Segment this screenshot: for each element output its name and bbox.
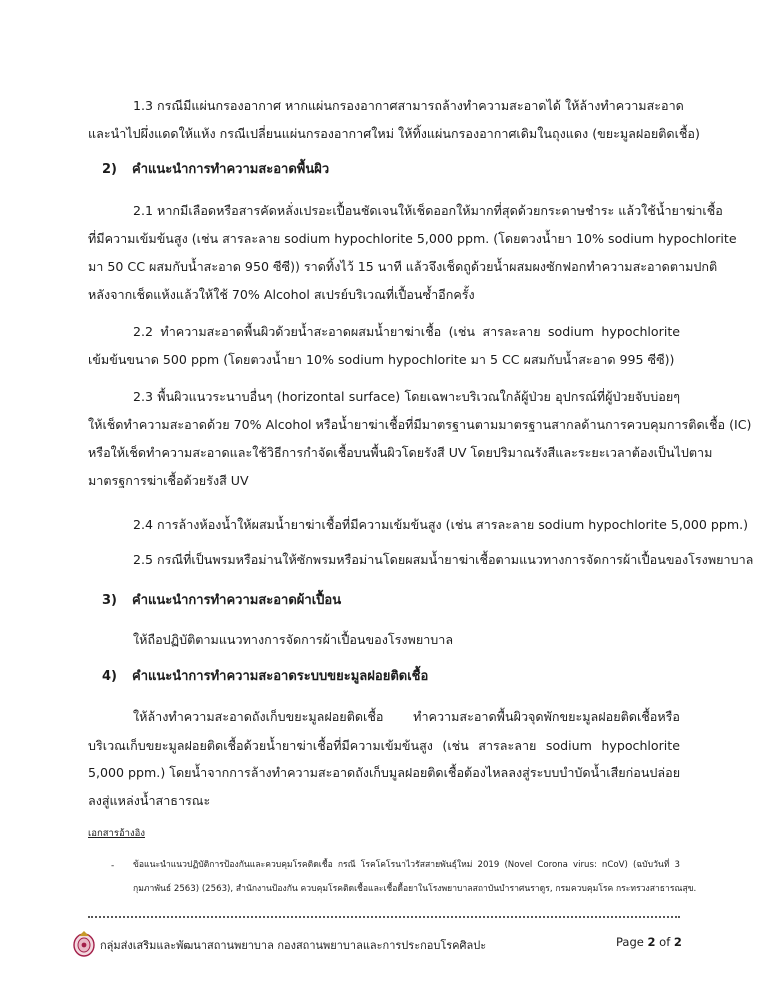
page-total: 2	[673, 935, 682, 949]
para-3: ให้ถือปฏิบัติตามแนวทางการจัดการผ้าเปื้อนของโรงพยาบาล	[133, 632, 454, 647]
heading-number: 3)	[102, 593, 117, 608]
para-2-1-line3: มา 50 CC ผสมกับน้ำสะอาด 950 ซีซี)) ราดทิ้งไว้ 15 นาที แล้วจึงเช็ดถูด้วยน้ำผสมผงซักฟอกทำความสะอาดตามปกติ	[88, 259, 718, 274]
para-4-line1: ให้ล้างทำความสะอาดถังเก็บขยะมูลฝอยติดเชื้อ ทำความสะอาดพื้นผิวจุดพักขยะมูลฝอยติดเชื้อหรือ	[133, 709, 680, 724]
para-4-line4: ลงสู่แหล่งน้ำสาธารณะ	[88, 793, 211, 808]
heading-linen-cleaning	[102, 591, 341, 611]
heading-text: คำแนะนำการทำความสะอาดระบบขยะมูลฝอยติดเชื้อ	[132, 669, 429, 684]
para-2-1-line4: หลังจากเช็ดแห้งแล้วให้ใช้ 70% Alcohol สเปรย์บริเวณที่เปื้อนซ้ำอีกครั้ง	[88, 287, 475, 302]
para-4-line2: บริเวณเก็บขยะมูลฝอยติดเชื้อด้วยน้ำยาฆ่าเชื้อที่มีความเข้มข้นสูง (เช่น สารละลาย sodium hypochlorite	[88, 738, 680, 753]
page-label: Page	[616, 935, 644, 949]
department-seal-icon	[72, 930, 96, 958]
para-2-3-line2: ให้เช็ดทำความสะอาดด้วย 70% Alcohol หรือน้ำยาฆ่าเชื้อที่มีมาตรฐานตามมาตรฐานสากลด้านการควบคุมการติดเชื้อ (IC)	[88, 417, 752, 432]
heading-waste-cleaning	[102, 667, 428, 687]
heading-number: 2)	[102, 162, 117, 177]
heading-number: 4)	[102, 669, 117, 684]
para-1-3-line2: และนำไปผึ่งแดดให้แห้ง กรณีเปลี่ยนแผ่นกรองอากาศใหม่ ให้ทิ้งแผ่นกรองอากาศเดิมในถุงแดง (ขยะมูลฝอยติดเชื้อ)	[88, 126, 700, 141]
para-2-5: 2.5 กรณีที่เป็นพรมหรือม่านให้ซักพรมหรือม่านโดยผสมน้ำยาฆ่าเชื้อตามแนวทางการจัดการผ้าเปื้อนของโรงพยาบาล	[133, 552, 754, 567]
para-2-3-line1: 2.3 พื้นผิวแนวระนาบอื่นๆ (horizontal surface) โดยเฉพาะบริเวณใกล้ผู้ป่วย อุปกรณ์ที่ผู้ป่วยจับบ่อยๆ	[133, 389, 680, 404]
reference-bullet: -	[111, 861, 115, 871]
para-1-3-line1: 1.3 กรณีมีแผ่นกรองอากาศ หากแผ่นกรองอากาศสามารถล้างทำความสะอาดได้ ให้ล้างทำความสะอาด	[133, 98, 684, 113]
para-2-2-line1: 2.2 ทำความสะอาดพื้นผิวด้วยน้ำสะอาดผสมน้ำยาฆ่าเชื้อ (เช่น สารละลาย sodium hypochlorite	[133, 324, 680, 339]
para-2-2-line2: เข้มข้นขนาด 500 ppm (โดยตวงน้ำยา 10% sodium hypochlorite มา 5 CC ผสมกับน้ำสะอาด 995 ซีซี))	[88, 352, 675, 367]
para-2-3-line4: มาตรฐการฆ่าเชื้อด้วยรังสี UV	[88, 473, 249, 488]
page-number: 2	[647, 935, 656, 949]
heading-text: คำแนะนำการทำความสะอาดผ้าเปื้อน	[132, 593, 342, 608]
heading-text: คำแนะนำการทำความสะอาดพื้นผิว	[132, 162, 330, 177]
references-title: เอกสารอ้างอิง	[88, 828, 145, 839]
heading-surface-cleaning	[102, 160, 329, 180]
page-of: of	[659, 935, 671, 949]
para-4-line3: 5,000 ppm.) โดยน้ำจากการล้างทำความสะอาดถังเก็บมูลฝอยติดเชื้อต้องไหลลงสู่ระบบบำบัดน้ำเสียก่อนปล่อย	[88, 765, 681, 780]
footer-organization: กลุ่มส่งเสริมและพัฒนาสถานพยาบาล กองสถานพยาบาลและการประกอบโรคศิลปะ	[100, 939, 487, 952]
reference-line1: ข้อแนะนำแนวปฏิบัติการป้องกันและควบคุมโรคติดเชื้อ กรณี โรคโคโรนาไวรัสสายพันธุ์ใหม่ 2019 (Novel Corona virus: nCoV) (ฉบับวันที่ 3	[133, 860, 680, 870]
reference-line2: กุมภาพันธ์ 2563) (2563), สำนักงานป้องกัน ควบคุมโรคติดเชื้อและเชื้อดื้อยาในโรงพยาบาลสถาบันบำราศนราดูร, กรมควบคุมโรค กระทรวงสาธารณสุข.	[133, 884, 697, 894]
footer-divider	[88, 916, 680, 922]
para-2-4: 2.4 การล้างห้องน้ำให้ผสมน้ำยาฆ่าเชื้อที่มีความเข้มข้นสูง (เช่น สารละลาย sodium hypochlorite 5,000 ppm.)	[133, 517, 749, 532]
para-2-3-line3: หรือให้เช็ดทำความสะอาดและใช้วิธีการกำจัดเชื้อบนพื้นผิวโดยรังสี UV โดยปริมาณรังสีและระยะเวลาต้องเป็นไปตาม	[88, 445, 713, 460]
para-2-1-line1: 2.1 หากมีเลือดหรือสารคัดหลั่งเปรอะเปื้อนชัดเจนให้เช็ดออกให้มากที่สุดด้วยกระดาษชำระ แล้วใช้น้ำยาฆ่าเชื้อ	[133, 203, 723, 218]
page-indicator	[616, 935, 682, 949]
para-2-1-line2: ที่มีความเข้มข้นสูง (เช่น สารละลาย sodium hypochlorite 5,000 ppm. (โดยตวงน้ำยา 10% sodium hypochlorite	[88, 231, 737, 246]
